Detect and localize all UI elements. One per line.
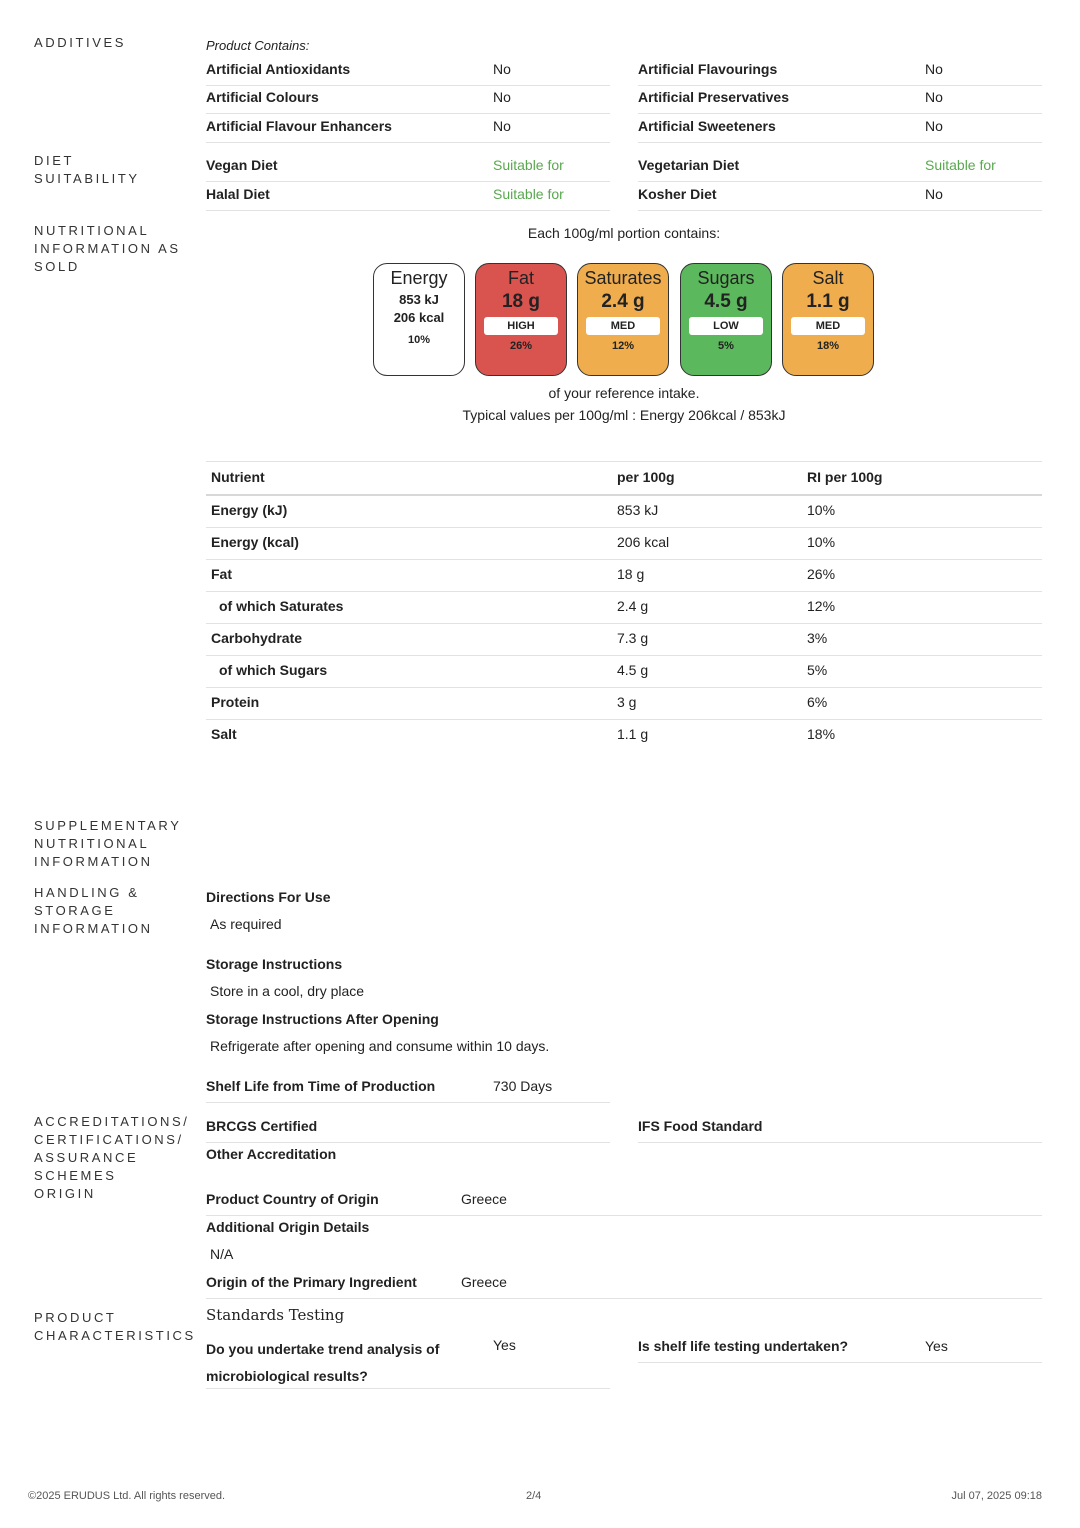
fop-saturates-card: [577, 263, 669, 376]
fop-fat-card: [475, 263, 567, 376]
shelf-life-value: 730 Days: [493, 1078, 553, 1094]
shelf-life-testing-answer: Yes: [925, 1338, 948, 1354]
trend-analysis-question: Do you undertake trend analysis of microbiological results?: [206, 1341, 440, 1384]
fop-energy-pct: 10%: [407, 334, 431, 346]
additive-value: No: [493, 89, 511, 105]
additive-key: Artificial Colours: [206, 89, 319, 105]
nutrient-name: Salt: [211, 726, 237, 742]
section-label-product: PRODUCT CHARACTERISTICS: [34, 1310, 196, 1343]
storage-title: Storage Instructions: [206, 956, 343, 972]
footer-page-number: 2/4: [526, 1490, 542, 1502]
nutrient-name: Protein: [211, 694, 260, 710]
nutrient-amount: 1.1 g: [617, 726, 649, 742]
additives-intro: Product Contains:: [206, 38, 310, 53]
table-row: [206, 495, 1042, 528]
nutrient-ri: 6%: [807, 694, 828, 710]
directions-title: Directions For Use: [206, 889, 331, 905]
fop-energy-kj: 853 kJ: [399, 292, 439, 307]
table-row: [206, 527, 1042, 560]
header-ri: RI per 100g: [807, 469, 883, 485]
section-label-accreditations: ACCREDITATIONS/ CERTIFICATIONS/ ASSURANCE SCHEMES ORIGIN: [34, 1114, 190, 1201]
additive-value: No: [493, 118, 511, 134]
diet-value: Suitable for: [493, 157, 564, 173]
fop-name: Salt: [812, 268, 844, 288]
diet-value: Suitable for: [493, 186, 564, 202]
nutrient-ri: 10%: [807, 534, 836, 550]
additive-value: No: [925, 61, 943, 77]
nutrient-ri: 3%: [807, 630, 828, 646]
additive-key: Artificial Flavourings: [638, 61, 778, 77]
nutrient-ri: 18%: [807, 726, 836, 742]
additive-row: [206, 57, 610, 86]
fop-typical-values: Typical values per 100g/ml : Energy 206kcal / 853kJ: [462, 407, 786, 423]
origin-value: Greece: [461, 1191, 507, 1207]
shelf-life-testing-question: Is shelf life testing undertaken?: [638, 1338, 849, 1354]
shelf-life-testing-row: [638, 1334, 1042, 1363]
directions-text: As required: [210, 916, 282, 932]
table-row: [206, 655, 1042, 688]
table-row: [206, 687, 1042, 720]
fop-salt-card: [782, 263, 874, 376]
additive-value: No: [925, 118, 943, 134]
nutrient-ri: 26%: [807, 566, 836, 582]
fop-pct: 26%: [509, 340, 533, 352]
fop-pct: 18%: [816, 340, 840, 352]
additive-value: No: [925, 89, 943, 105]
fop-intro: Each 100g/ml portion contains:: [527, 225, 721, 241]
nutrient-amount: 18 g: [617, 566, 645, 582]
fop-amount: 4.5 g: [704, 291, 748, 312]
header-per-100g: per 100g: [617, 469, 675, 485]
nutrient-ri: 12%: [807, 598, 836, 614]
nutrient-name: Carbohydrate: [211, 630, 303, 646]
fop-energy-kcal: 206 kcal: [393, 310, 445, 325]
fop-pct: 5%: [718, 340, 734, 352]
diet-row: [638, 182, 1042, 211]
accreditation-row: [206, 1114, 610, 1143]
additive-key: Artificial Sweeteners: [638, 118, 776, 134]
after-opening-text: Refrigerate after opening and consume within 10 days.: [210, 1038, 550, 1054]
nutrient-ri: 5%: [807, 662, 828, 678]
diet-row: [206, 153, 610, 182]
additive-key: Artificial Flavour Enhancers: [206, 118, 392, 134]
section-label-additives: ADDITIVES: [34, 35, 127, 50]
origin-row: [206, 1187, 1042, 1216]
section-label-nutrition: NUTRITIONAL INFORMATION AS SOLD: [34, 223, 181, 274]
additive-value: No: [493, 61, 511, 77]
diet-value: No: [925, 186, 943, 202]
fop-level-badge: LOW: [689, 317, 763, 335]
additive-row: [206, 114, 610, 143]
diet-row: [206, 182, 610, 211]
nutrient-name: Fat: [211, 566, 232, 582]
additive-row: [638, 57, 1042, 86]
header-nutrient: Nutrient: [211, 469, 265, 485]
nutrient-amount: 206 kcal: [617, 534, 670, 550]
fop-name: Saturates: [584, 268, 662, 288]
other-accreditation-label: Other Accreditation: [206, 1146, 337, 1162]
table-row: [206, 719, 1042, 751]
fop-amount: 2.4 g: [601, 291, 645, 312]
nutrient-amount: 4.5 g: [617, 662, 649, 678]
fop-level-badge: HIGH: [484, 317, 558, 335]
additive-key: Artificial Antioxidants: [206, 61, 351, 77]
primary-origin-row: [206, 1270, 1042, 1299]
footer-date: Jul 07, 2025 09:18: [951, 1490, 1042, 1502]
additive-row: [206, 85, 610, 114]
diet-value: Suitable for: [925, 157, 996, 173]
origin-key: Product Country of Origin: [206, 1191, 379, 1207]
fop-name: Fat: [507, 268, 534, 288]
nutrient-ri: 10%: [807, 502, 836, 518]
fop-level-badge: MED: [586, 317, 660, 335]
shelf-life-key: Shelf Life from Time of Production: [206, 1078, 436, 1094]
table-row: [206, 591, 1042, 624]
diet-row: [638, 153, 1042, 182]
fop-pct: 12%: [611, 340, 635, 352]
fop-name: Sugars: [697, 268, 755, 288]
additive-row: [638, 114, 1042, 143]
additional-origin-title: Additional Origin Details: [206, 1219, 370, 1235]
fop-amount: 18 g: [501, 291, 541, 312]
accreditation-row: [638, 1114, 1042, 1143]
section-label-diet: DIET SUITABILITY: [34, 153, 140, 186]
nutrient-amount: 853 kJ: [617, 502, 659, 518]
fop-sugars-card: [680, 263, 772, 376]
nutrient-name: Energy (kJ): [211, 502, 288, 518]
shelf-life-row: [206, 1074, 610, 1103]
primary-origin-value: Greece: [461, 1274, 507, 1290]
fop-level-badge: MED: [791, 317, 865, 335]
trend-analysis-answer: Yes: [493, 1337, 516, 1353]
fop-energy-name: Energy: [390, 268, 448, 288]
section-label-supplementary: SUPPLEMENTARY NUTRITIONAL INFORMATION: [34, 818, 182, 869]
nutrient-amount: 2.4 g: [617, 598, 649, 614]
nutrient-amount: 7.3 g: [617, 630, 649, 646]
diet-key: Halal Diet: [206, 186, 270, 202]
storage-text: Store in a cool, dry place: [210, 983, 365, 999]
fop-ri-note: of your reference intake.: [548, 385, 700, 401]
additive-key: Artificial Preservatives: [638, 89, 789, 105]
diet-key: Kosher Diet: [638, 186, 717, 202]
footer-copyright: ©2025 ERUDUS Ltd. All rights reserved.: [28, 1490, 226, 1502]
fop-amount: 1.1 g: [806, 291, 850, 312]
trend-analysis-row: [206, 1333, 610, 1389]
diet-key: Vegetarian Diet: [638, 157, 740, 173]
table-row: [206, 623, 1042, 656]
section-label-handling: HANDLING & STORAGE INFORMATION: [34, 885, 153, 936]
table-row: [206, 559, 1042, 592]
ifs-label: IFS Food Standard: [638, 1118, 763, 1134]
standards-testing-title: Standards Testing: [206, 1306, 345, 1324]
additive-row: [638, 85, 1042, 114]
nutrient-amount: 3 g: [617, 694, 637, 710]
brc-label: BRCGS Certified: [206, 1118, 318, 1134]
nutrient-name: of which Sugars: [219, 662, 328, 678]
fop-energy-card: [373, 263, 465, 376]
after-opening-title: Storage Instructions After Opening: [206, 1011, 439, 1027]
nutrient-name: Energy (kcal): [211, 534, 299, 550]
nutrient-name: of which Saturates: [219, 598, 344, 614]
additional-origin-value: N/A: [210, 1246, 234, 1262]
nutrition-table-header: [206, 461, 1042, 496]
diet-key: Vegan Diet: [206, 157, 278, 173]
primary-origin-key: Origin of the Primary Ingredient: [206, 1274, 417, 1290]
